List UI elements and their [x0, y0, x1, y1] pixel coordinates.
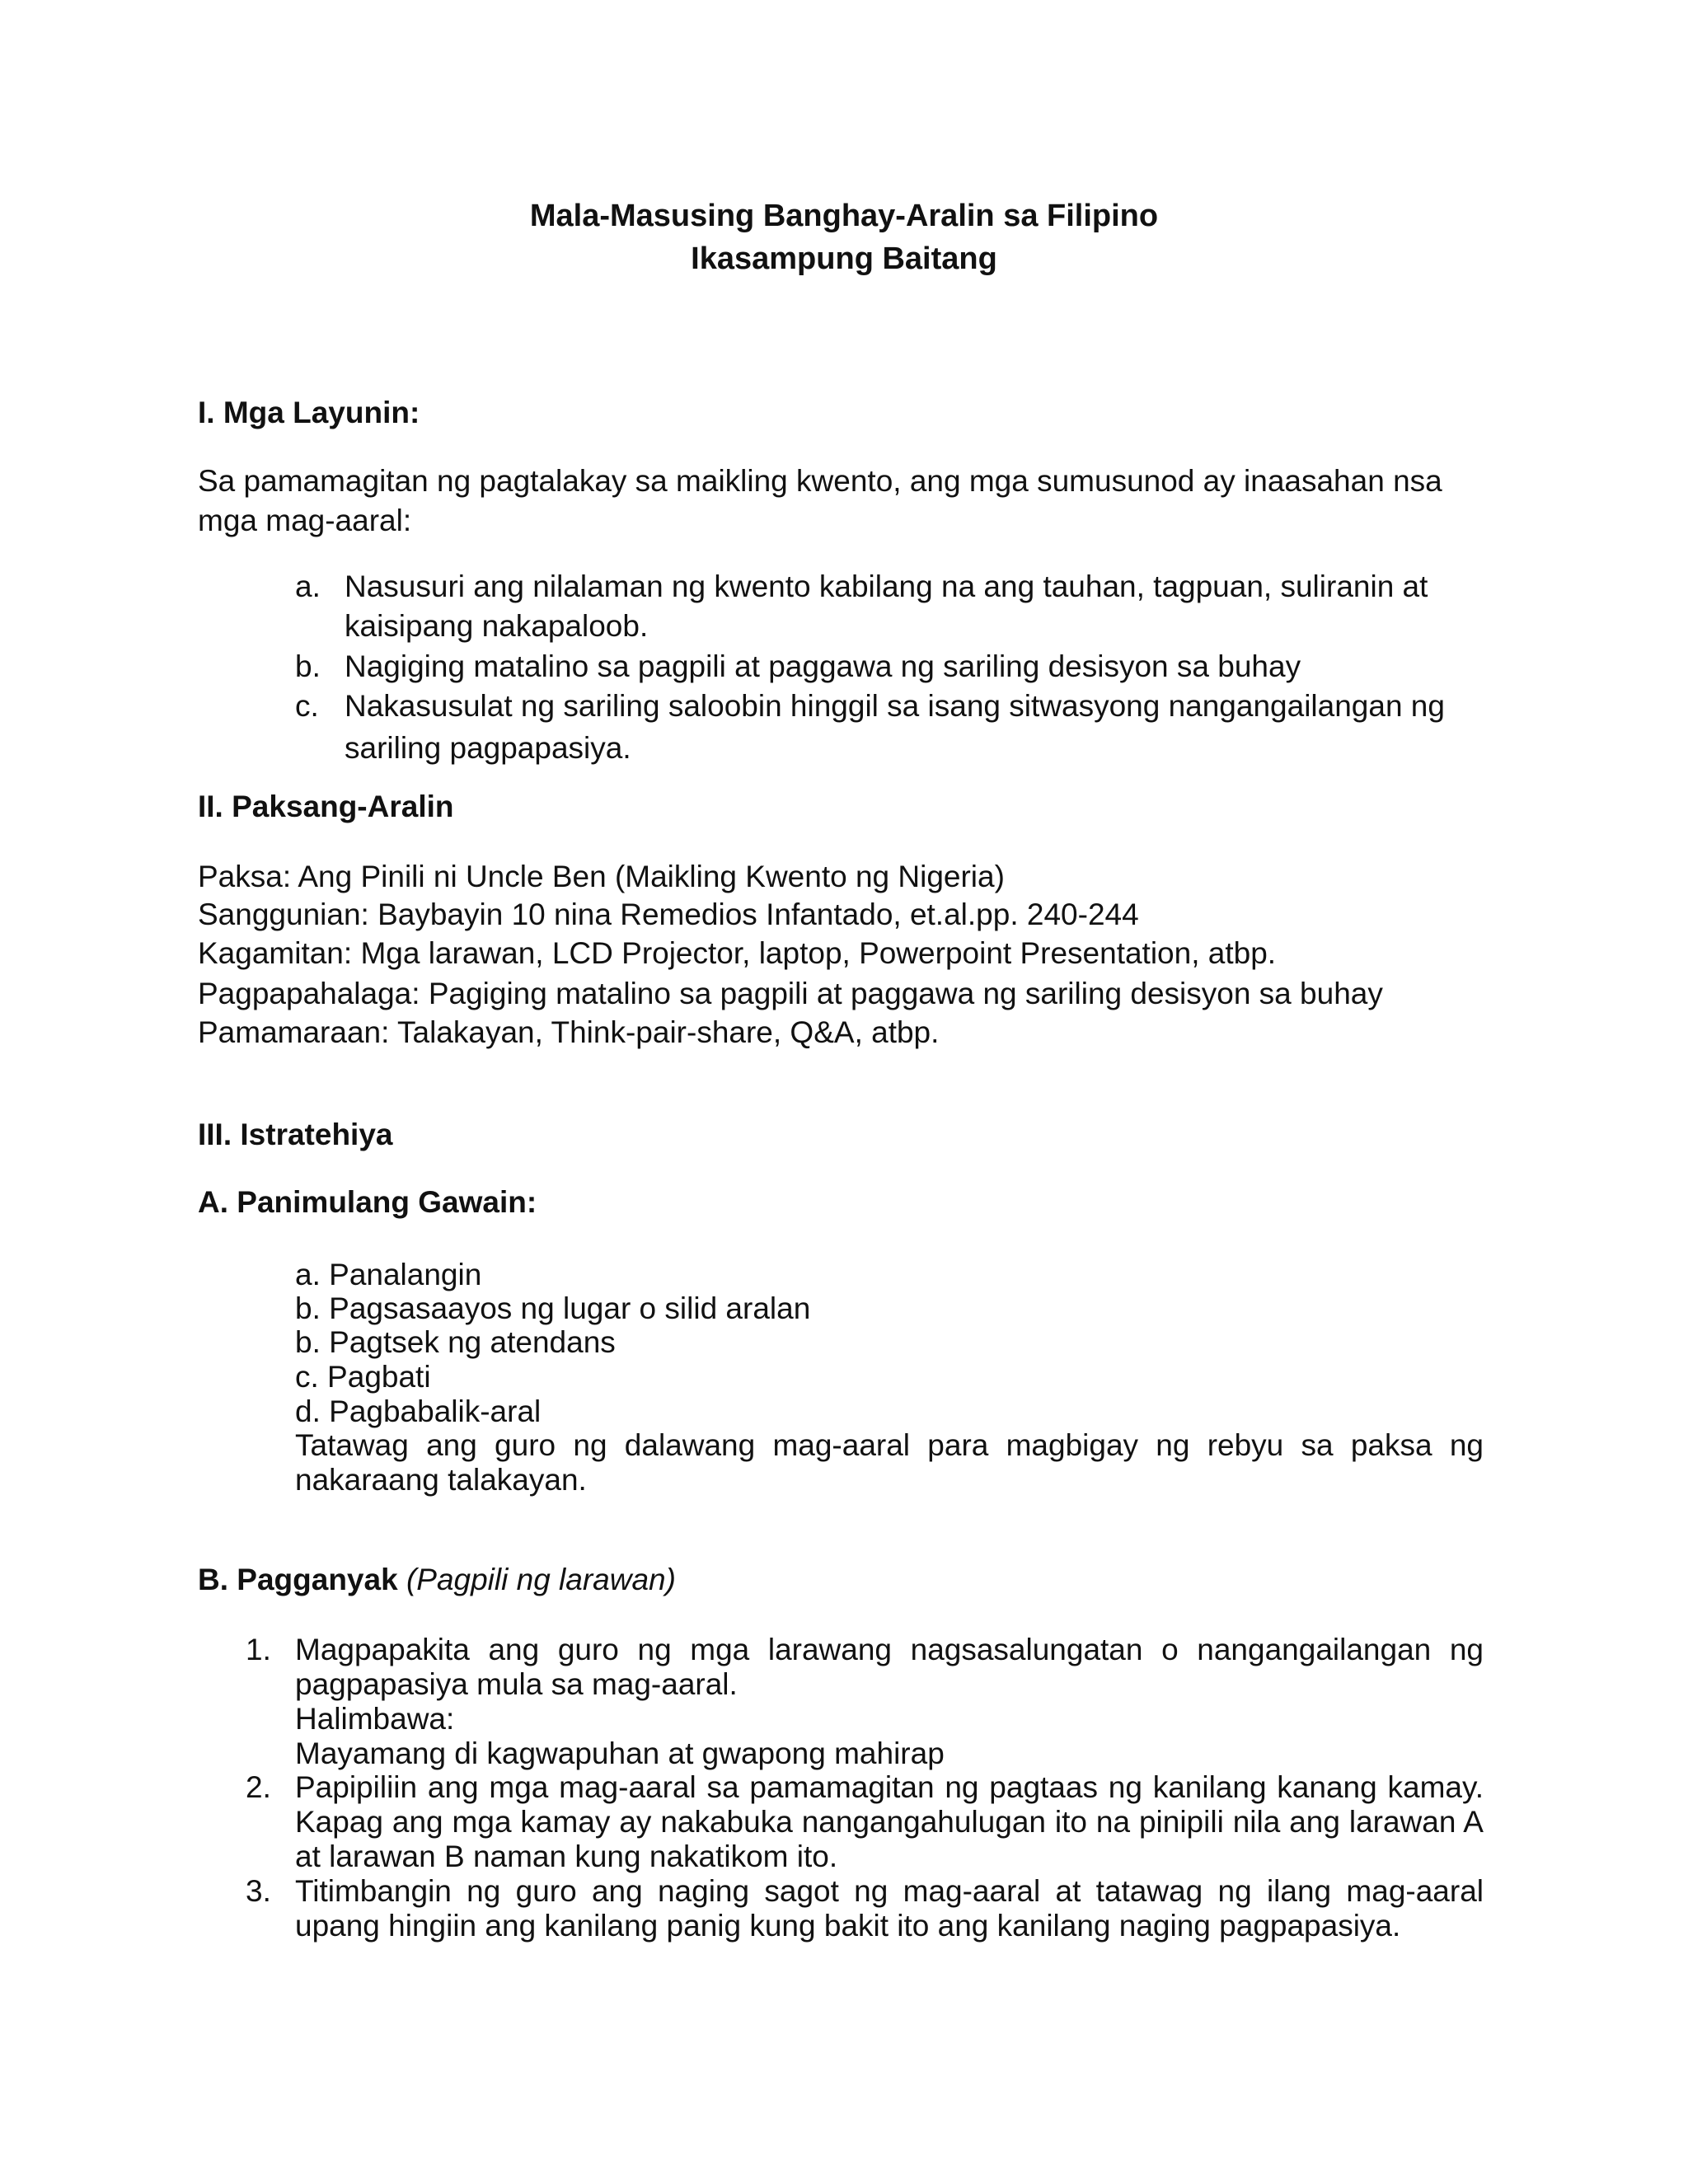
section-heading-paksang-aralin: II. Paksang-Aralin [198, 790, 454, 823]
objectives-intro-line1: Sa pamamagitan ng pagtalakay sa maikling kwento, ang mga sumusunod ay inaasahan nsa [198, 464, 1442, 498]
sanggunian-line: Sanggunian: Baybayin 10 nina Remedios Infantado, et.al.pp. 240-244 [198, 898, 1139, 931]
pagganyak-marker-3: 3. [246, 1874, 271, 1908]
subsection-heading-panimulang-gawain: A. Panimulang Gawain: [198, 1185, 537, 1219]
objectives-intro-line2: mga mag-aaral: [198, 504, 412, 537]
pagganyak-3-line1: Titimbangin ng guro ang naging sagot ng mag-aaral at tatawag ng ilang mag-aaral [295, 1874, 1484, 1908]
pagganyak-marker-1: 1. [246, 1633, 271, 1666]
objective-marker-c: c. [295, 689, 319, 723]
objective-marker-a: a. [295, 569, 321, 603]
pagganyak-1-line4: Mayamang di kagwapuhan at gwapong mahirap [295, 1736, 945, 1770]
pagganyak-1-line3: Halimbawa: [295, 1702, 455, 1736]
objective-a-line2: kaisipang nakapaloob. [345, 609, 649, 643]
pagganyak-heading-italic: (Pagpili ng larawan) [406, 1563, 676, 1596]
panimula-item-pagbati: c. Pagbati [295, 1360, 431, 1394]
pagganyak-marker-2: 2. [246, 1770, 271, 1804]
objective-marker-b: b. [295, 649, 321, 683]
panimula-item-atendans: b. Pagtsek ng atendans [295, 1325, 616, 1359]
panimula-note-line2: nakaraang talakayan. [295, 1463, 587, 1497]
pagpapahalaga-line: Pagpapahalaga: Pagiging matalino sa pagpili at paggawa ng sariling desisyon sa buhay [198, 977, 1383, 1010]
subsection-heading-pagganyak [198, 1564, 676, 1595]
objective-a-line1: Nasusuri ang nilalaman ng kwento kabilang na ang tauhan, tagpuan, suliranin at [345, 569, 1428, 603]
pagganyak-1-line1: Magpapakita ang guro ng mga larawang nagsasalungatan o nangangailangan ng [295, 1633, 1484, 1666]
document-subtitle: Ikasampung Baitang [691, 241, 997, 276]
kagamitan-line: Kagamitan: Mga larawan, LCD Projector, laptop, Powerpoint Presentation, atbp. [198, 936, 1277, 970]
paksa-line: Paksa: Ang Pinili ni Uncle Ben (Maikling Kwento ng Nigeria) [198, 860, 1005, 893]
panimula-item-panalangin: a. Panalangin [295, 1258, 482, 1291]
panimula-note-line1: Tatawag ang guro ng dalawang mag-aaral para magbigay ng rebyu sa paksa ng [295, 1428, 1484, 1462]
pagganyak-3-line2: upang hingiin ang kanilang panig kung bakit ito ang kanilang naging pagpapasiya. [295, 1909, 1401, 1943]
document-title: Mala-Masusing Banghay-Aralin sa Filipino [529, 199, 1159, 233]
objective-b-line1: Nagiging matalino sa pagpili at paggawa ng sariling desisyon sa buhay [345, 649, 1301, 683]
objective-c-line1: Nakasusulat ng sariling saloobin hinggil sa isang sitwasyong nangangailangan ng [345, 689, 1445, 723]
pagganyak-2-line2: Kapag ang mga kamay ay nakabuka nangangahulugan ito na pinipili nila ang larawan A [295, 1805, 1484, 1839]
pagganyak-heading-text: B. Pagganyak [198, 1563, 398, 1596]
pagganyak-2-line1: Papipiliin ang mga mag-aaral sa pamamagitan ng pagtaas ng kanilang kanang kamay. [295, 1770, 1484, 1804]
section-heading-istratehiya: III. Istratehiya [198, 1118, 393, 1151]
pagganyak-1-line2: pagpapasiya mula sa mag-aaral. [295, 1667, 738, 1701]
section-heading-layunin: I. Mga Layunin: [198, 396, 420, 429]
panimula-item-pagsasaayos: b. Pagsasaayos ng lugar o silid aralan [295, 1291, 811, 1325]
pamamaraan-line: Pamamaraan: Talakayan, Think-pair-share, Q&A, atbp. [198, 1015, 940, 1049]
pagganyak-2-line3: at larawan B naman kung nakatikom ito. [295, 1840, 838, 1873]
panimula-item-pagbabalik-aral: d. Pagbabalik-aral [295, 1394, 542, 1428]
objective-c-line2: sariling pagpapasiya. [345, 731, 631, 765]
